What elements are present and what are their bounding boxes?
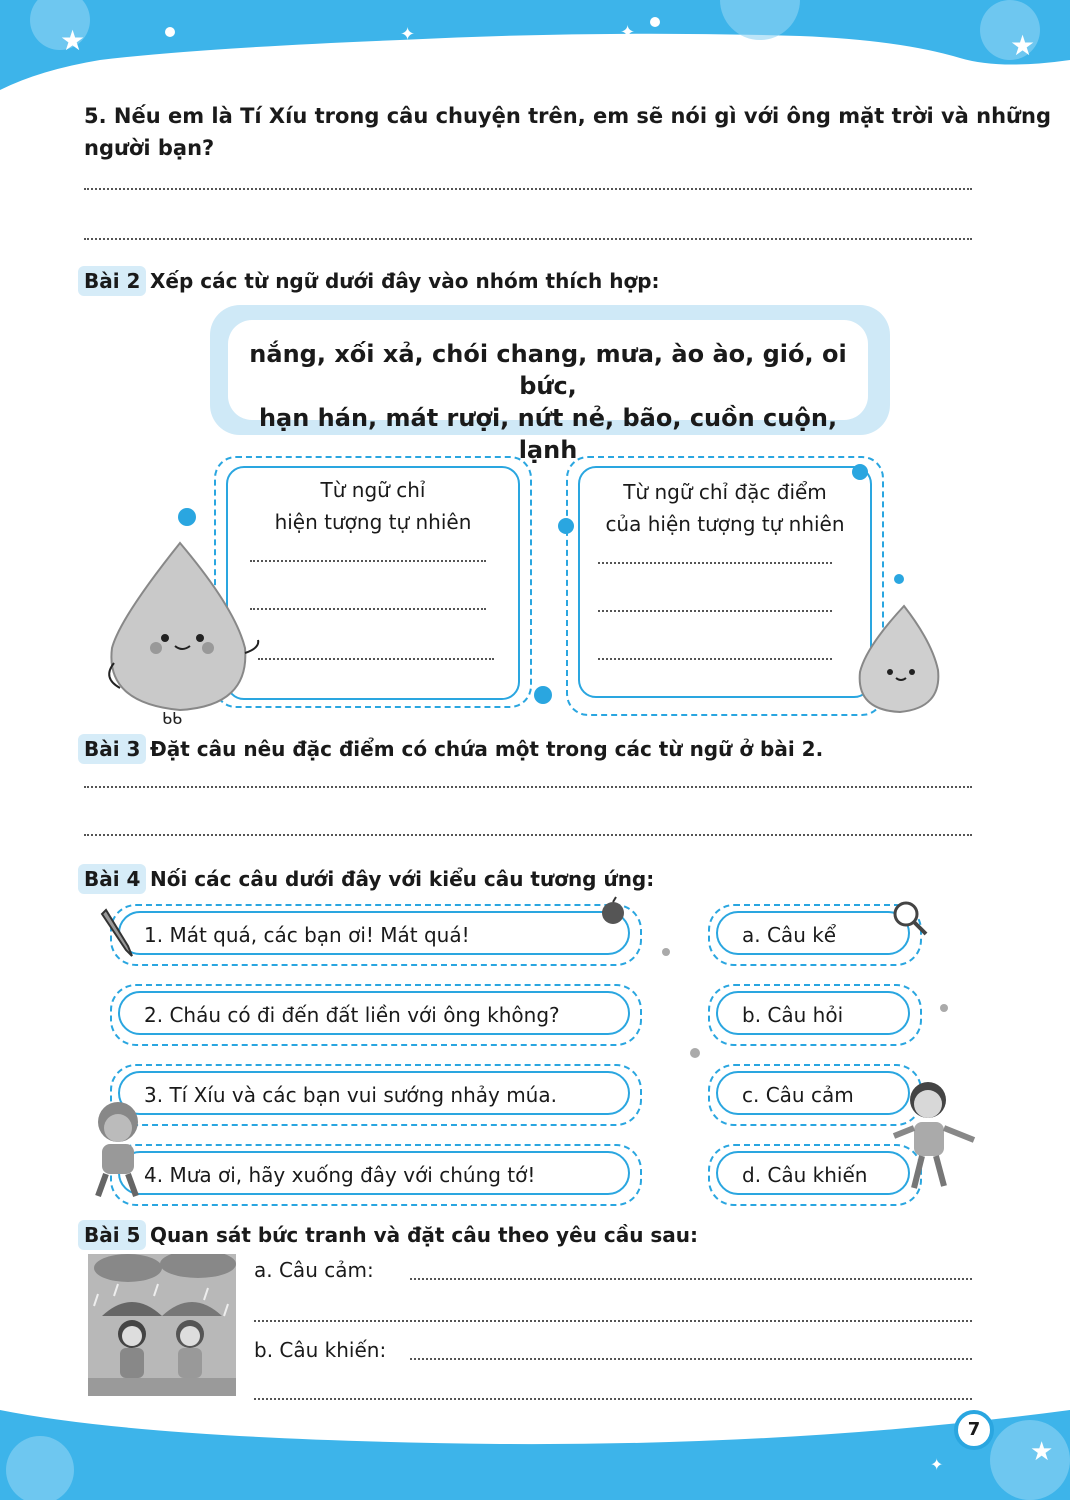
decor-dot bbox=[534, 686, 552, 704]
bai2-tag: Bài 2 bbox=[78, 266, 146, 296]
bai3-heading: Đặt câu nêu đặc điểm có chứa một trong các từ ngữ ở bài 2. bbox=[150, 737, 824, 761]
decor-dot bbox=[662, 948, 670, 956]
decor-dot bbox=[852, 464, 868, 480]
svg-text:✦: ✦ bbox=[620, 22, 636, 43]
decor-dot bbox=[940, 1004, 948, 1012]
bai5-tag: Bài 5 bbox=[78, 1220, 146, 1250]
category-box-1-title-line1: Từ ngữ chỉ bbox=[320, 478, 426, 502]
category-box-2-line-1[interactable] bbox=[598, 562, 832, 564]
apple-icon bbox=[598, 896, 628, 926]
word-bank bbox=[228, 320, 868, 464]
bai2-heading: Xếp các từ ngữ dưới đây vào nhóm thích hợp: bbox=[150, 269, 660, 293]
sentence-1[interactable]: 1. Mát quá, các bạn ơi! Mát quá! bbox=[118, 911, 630, 955]
bai4-heading: Nối các câu dưới đây với kiểu câu tương ứng: bbox=[150, 867, 655, 891]
bai3-tag: Bài 3 bbox=[78, 734, 146, 764]
sentence-2[interactable]: 2. Cháu có đi đến đất liền với ông không? bbox=[118, 991, 630, 1035]
category-box-1-title-line2: hiện tượng tự nhiên bbox=[274, 510, 472, 534]
word-bank-line2: hạn hán, mát rượi, nứt nẻ, bão, cuồn cuộn, lạnh bbox=[258, 404, 838, 464]
category-box-2-title-line2: của hiện tượng tự nhiên bbox=[605, 512, 845, 536]
bottom-cloud-banner bbox=[0, 1400, 1070, 1500]
svg-text:★: ★ bbox=[1030, 1437, 1054, 1467]
decor-dot bbox=[894, 574, 904, 584]
bai5-b-answer-line-1[interactable] bbox=[410, 1358, 972, 1360]
type-c[interactable]: c. Câu cảm bbox=[716, 1071, 910, 1115]
svg-text:✦: ✦ bbox=[930, 1455, 944, 1474]
bai3-answer-line-1[interactable] bbox=[84, 786, 972, 788]
category-box-1-line-1[interactable] bbox=[250, 560, 486, 562]
svg-text:✦: ✦ bbox=[400, 24, 416, 45]
page-number: 7 bbox=[967, 1419, 981, 1440]
water-drop-mascot-left-icon bbox=[100, 538, 270, 728]
category-box-2 bbox=[578, 466, 872, 698]
category-box-1 bbox=[226, 466, 520, 700]
bai5-b-label: b. Câu khiến: bbox=[254, 1338, 387, 1362]
type-a[interactable]: a. Câu kể bbox=[716, 911, 910, 955]
type-b[interactable]: b. Câu hỏi bbox=[716, 991, 910, 1035]
child-right-icon bbox=[888, 1076, 980, 1198]
category-box-2-line-2[interactable] bbox=[598, 610, 832, 612]
decor-dot bbox=[558, 518, 574, 534]
decor-dot bbox=[690, 1048, 700, 1058]
bai5-a-label: a. Câu cảm: bbox=[254, 1258, 374, 1282]
water-drop-mascot-right-icon bbox=[846, 602, 952, 718]
page-number-badge bbox=[954, 1410, 994, 1450]
q5-text-line1: 5. Nếu em là Tí Xíu trong câu chuyện trên, em sẽ nói gì với ông mặt trời và những bbox=[84, 104, 1051, 128]
decor-dot bbox=[178, 508, 196, 526]
svg-text:ᑲᑲ: ᑲᑲ bbox=[162, 709, 183, 728]
category-box-2-title-line1: Từ ngữ chỉ đặc điểm bbox=[623, 480, 827, 504]
magnifier-icon bbox=[890, 898, 930, 938]
bai5-a-answer-line-1[interactable] bbox=[410, 1278, 972, 1280]
category-box-2-line-3[interactable] bbox=[598, 658, 832, 660]
q5-text-line2: người bạn? bbox=[84, 136, 215, 160]
sentence-3[interactable]: 3. Tí Xíu và các bạn vui sướng nhảy múa. bbox=[118, 1071, 630, 1115]
q5-answer-line-2[interactable] bbox=[84, 238, 972, 240]
bai3-answer-line-2[interactable] bbox=[84, 834, 972, 836]
q5-answer-line-1[interactable] bbox=[84, 188, 972, 190]
word-bank-line1: nắng, xối xả, chói chang, mưa, ào ào, gió, oi bức, bbox=[249, 340, 847, 400]
category-box-1-line-3[interactable] bbox=[258, 658, 494, 660]
rain-illustration bbox=[88, 1254, 236, 1396]
bai4-tag: Bài 4 bbox=[78, 864, 146, 894]
svg-text:★: ★ bbox=[60, 24, 86, 57]
sentence-4[interactable]: 4. Mưa ơi, hãy xuống đây với chúng tớ! bbox=[118, 1151, 630, 1195]
pencil-icon bbox=[96, 908, 136, 958]
bai5-a-answer-line-2[interactable] bbox=[254, 1320, 972, 1322]
child-left-icon bbox=[84, 1096, 154, 1200]
type-d[interactable]: d. Câu khiến bbox=[716, 1151, 910, 1195]
svg-text:★: ★ bbox=[1010, 29, 1036, 62]
bai5-heading: Quan sát bức tranh và đặt câu theo yêu cầu sau: bbox=[150, 1223, 699, 1247]
top-cloud-banner bbox=[0, 0, 1070, 100]
category-box-1-line-2[interactable] bbox=[250, 608, 486, 610]
